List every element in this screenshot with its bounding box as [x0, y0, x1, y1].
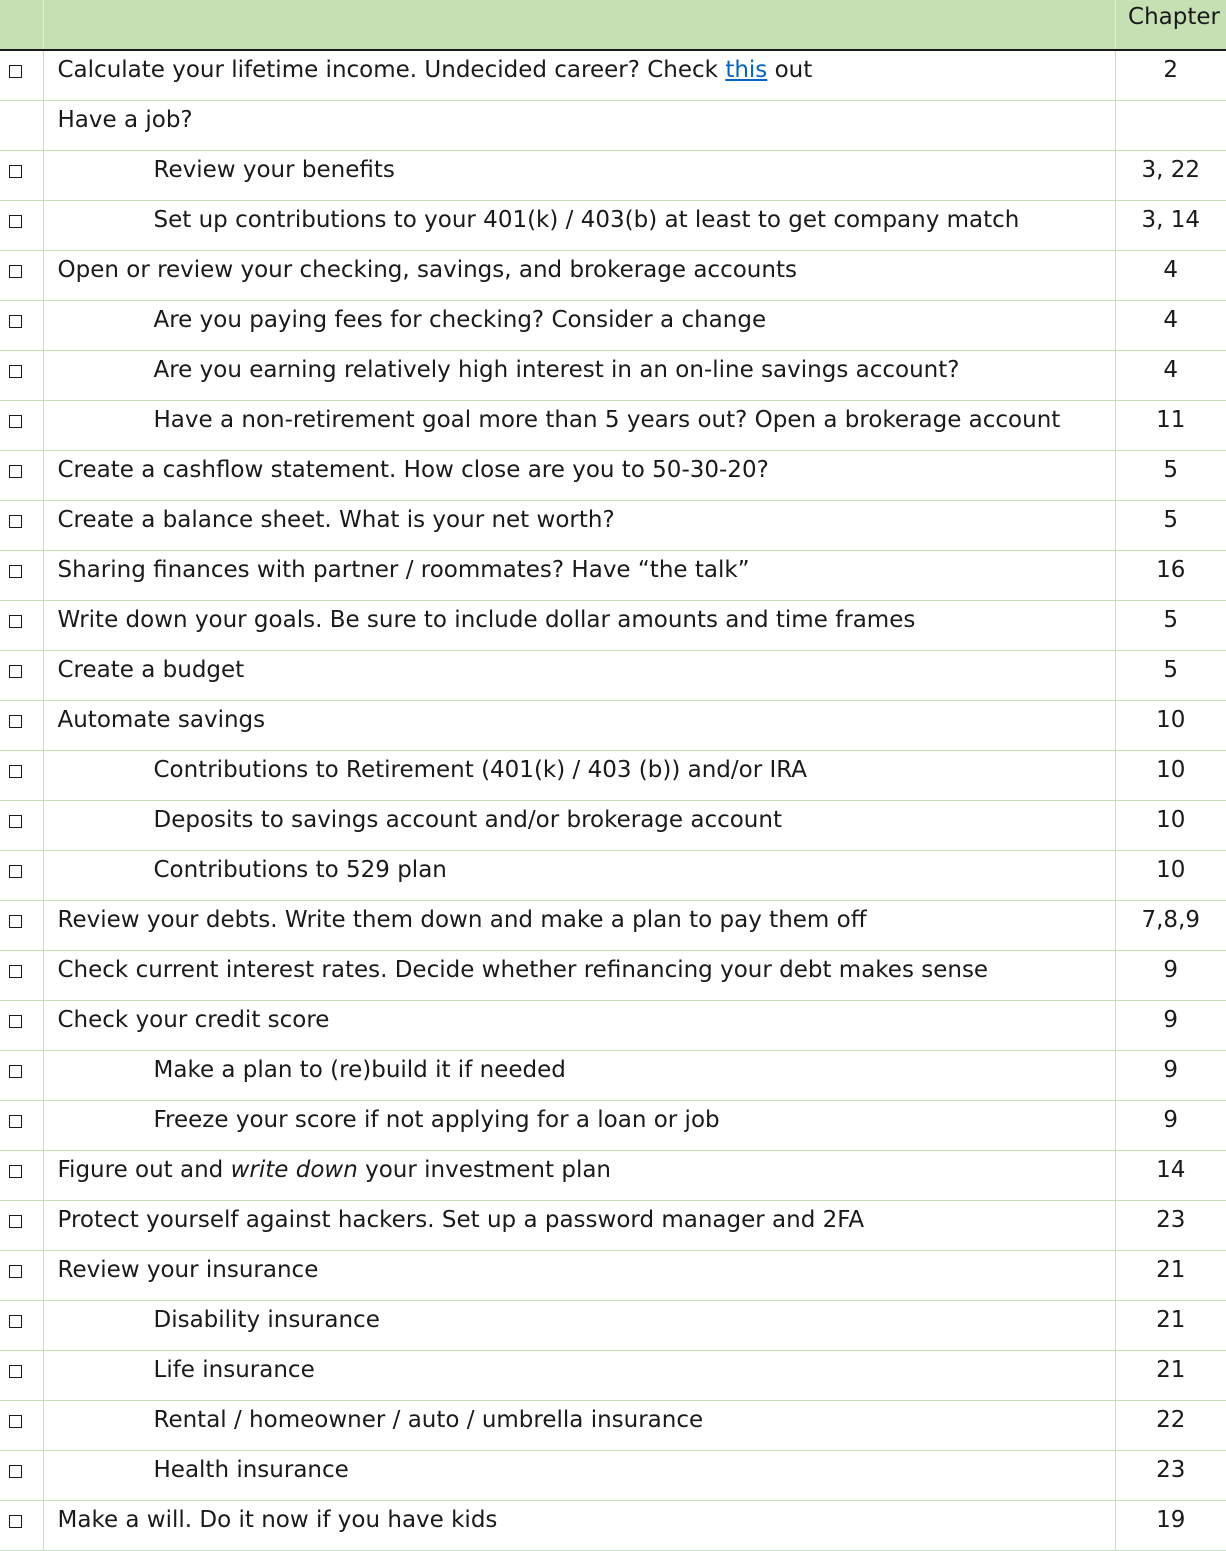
chapter-cell: 21: [1115, 1250, 1226, 1300]
checkbox[interactable]: [9, 915, 22, 928]
chapter-cell: 3, 22: [1115, 150, 1226, 200]
task-text: [43, 100, 1115, 150]
chapter-cell: 5: [1115, 650, 1226, 700]
task-label: Make a plan to (re)build it if needed: [153, 1056, 566, 1083]
task-label: Have a job?: [57, 106, 193, 133]
checkbox[interactable]: [9, 715, 22, 728]
chapter-cell: 16: [1115, 550, 1226, 600]
checkbox-cell: [0, 1150, 43, 1200]
table-row: [0, 50, 1226, 100]
checkbox[interactable]: [9, 815, 22, 828]
checkbox-cell: [0, 300, 43, 350]
table-row: [0, 800, 1226, 850]
checkbox-cell: [0, 1350, 43, 1400]
checkbox[interactable]: [9, 365, 22, 378]
task-text: [43, 500, 1115, 550]
table-row: [0, 300, 1226, 350]
checkbox-cell: [0, 400, 43, 450]
table-row: [0, 550, 1226, 600]
task-label: Are you paying fees for checking? Consider a change: [153, 306, 767, 333]
task-label-post: your investment plan: [357, 1156, 612, 1183]
chapter-cell: 9: [1115, 950, 1226, 1000]
checkbox[interactable]: [9, 515, 22, 528]
task-text: [43, 850, 1115, 900]
table-row: [0, 200, 1226, 250]
task-label: Contributions to 529 plan: [153, 856, 447, 883]
checkbox-cell: [0, 500, 43, 550]
chapter-cell: 5: [1115, 450, 1226, 500]
checkbox-cell: [0, 550, 43, 600]
checkbox[interactable]: [9, 1265, 22, 1278]
task-emphasis: write down: [230, 1156, 358, 1183]
task-label: Review your benefits: [153, 156, 395, 183]
checkbox-cell: [0, 1050, 43, 1100]
checkbox[interactable]: [9, 1465, 22, 1478]
task-text: [43, 600, 1115, 650]
task-label: Health insurance: [153, 1456, 349, 1483]
checkbox[interactable]: [9, 1165, 22, 1178]
checkbox-cell: [0, 700, 43, 750]
checkbox[interactable]: [9, 1065, 22, 1078]
task-label: Review your insurance: [57, 1256, 319, 1283]
table-row: [0, 100, 1226, 150]
checkbox-cell: [0, 1000, 43, 1050]
table-row: [0, 650, 1226, 700]
table-row: [0, 400, 1226, 450]
task-label: Protect yourself against hackers. Set up a password manager and 2FA: [57, 1206, 865, 1233]
checkbox-cell: [0, 600, 43, 650]
checkbox[interactable]: [9, 1515, 22, 1528]
table-row: [0, 1150, 1226, 1200]
task-text: [43, 900, 1115, 950]
checkbox[interactable]: [9, 765, 22, 778]
table-row: [0, 150, 1226, 200]
table-row: [0, 1350, 1226, 1400]
checkbox-cell: [0, 1500, 43, 1550]
chapter-cell: 14: [1115, 1150, 1226, 1200]
chapter-cell: 9: [1115, 1050, 1226, 1100]
career-link[interactable]: this: [725, 57, 768, 83]
task-label: Freeze your score if not applying for a loan or job: [153, 1106, 720, 1133]
header-chapter: Chapter: [1115, 0, 1226, 50]
task-text: [43, 1350, 1115, 1400]
task-text: [43, 350, 1115, 400]
task-text: [43, 1300, 1115, 1350]
task-label: Review your debts. Write them down and make a plan to pay them off: [57, 906, 867, 933]
checkbox[interactable]: [9, 265, 22, 278]
chapter-cell: 10: [1115, 700, 1226, 750]
task-label: Disability insurance: [153, 1306, 380, 1333]
task-label: Open or review your checking, savings, and brokerage accounts: [57, 256, 797, 283]
checkbox[interactable]: [9, 465, 22, 478]
task-label: Make a will. Do it now if you have kids: [57, 1506, 498, 1533]
task-label: Create a budget: [57, 656, 245, 683]
task-text: [43, 1450, 1115, 1500]
task-text: [43, 250, 1115, 300]
table-row: [0, 1100, 1226, 1150]
task-label: Create a cashflow statement. How close are you to 50-30-20?: [57, 456, 769, 483]
table-row: [0, 250, 1226, 300]
table-row: [0, 900, 1226, 950]
chapter-cell: 10: [1115, 800, 1226, 850]
task-text: [43, 700, 1115, 750]
checkbox-cell: [0, 250, 43, 300]
checkbox-cell: [0, 900, 43, 950]
checkbox[interactable]: [9, 665, 22, 678]
task-label: Life insurance: [153, 1356, 315, 1383]
task-label: Rental / homeowner / auto / umbrella insurance: [153, 1406, 704, 1433]
chapter-cell: 19: [1115, 1500, 1226, 1550]
table-header-row: [0, 0, 1226, 50]
task-text: [43, 1200, 1115, 1250]
checkbox-cell: [0, 1450, 43, 1500]
checkbox-cell: [0, 150, 43, 200]
checkbox-cell: [0, 800, 43, 850]
task-label: Have a non-retirement goal more than 5 years out? Open a brokerage account: [153, 406, 1061, 433]
task-label: Create a balance sheet. What is your net worth?: [57, 506, 615, 533]
task-text: [43, 1150, 1115, 1200]
checkbox-cell: [0, 50, 43, 100]
checkbox-cell: [0, 350, 43, 400]
table-row: [0, 1200, 1226, 1250]
checkbox[interactable]: [9, 1365, 22, 1378]
checkbox[interactable]: [9, 1315, 22, 1328]
chapter-cell: 11: [1115, 400, 1226, 450]
checkbox[interactable]: [9, 1415, 22, 1428]
chapter-cell: 21: [1115, 1300, 1226, 1350]
table-row: [0, 950, 1226, 1000]
table-row: [0, 500, 1226, 550]
checkbox-cell: [0, 1400, 43, 1450]
checkbox-cell: [0, 1300, 43, 1350]
chapter-cell: 4: [1115, 300, 1226, 350]
task-label: Sharing finances with partner / roommates? Have “the talk”: [57, 556, 750, 583]
task-label-pre: Calculate your lifetime income. Undecided career? Check: [57, 57, 726, 83]
checkbox[interactable]: [9, 315, 22, 328]
chapter-cell: 5: [1115, 600, 1226, 650]
header-task-cell: [43, 0, 1115, 50]
table-row: [0, 1050, 1226, 1100]
task-text: [43, 1250, 1115, 1300]
chapter-cell: 9: [1115, 1000, 1226, 1050]
task-label: Deposits to savings account and/or brokerage account: [153, 806, 782, 833]
checkbox[interactable]: [9, 65, 22, 78]
checkbox-cell: [0, 100, 43, 150]
table-row: [0, 700, 1226, 750]
task-text: [43, 200, 1115, 250]
table-row: [0, 1250, 1226, 1300]
chapter-cell: 4: [1115, 250, 1226, 300]
chapter-cell: 23: [1115, 1200, 1226, 1250]
checkbox-cell: [0, 450, 43, 500]
task-label-post: out: [767, 57, 813, 83]
checkbox-cell: [0, 1250, 43, 1300]
task-text: [43, 300, 1115, 350]
chapter-cell: 7,8,9: [1115, 900, 1226, 950]
table-row: [0, 1300, 1226, 1350]
task-label: Automate savings: [57, 706, 266, 733]
table-row: [0, 600, 1226, 650]
checkbox[interactable]: [9, 415, 22, 428]
chapter-cell: 5: [1115, 500, 1226, 550]
task-label: Set up contributions to your 401(k) / 403(b) at least to get company match: [153, 206, 1020, 233]
table-row: [0, 850, 1226, 900]
checkbox-cell: [0, 950, 43, 1000]
task-text: [43, 450, 1115, 500]
task-text: [43, 400, 1115, 450]
task-label: Are you earning relatively high interest in an on-line savings account?: [153, 356, 960, 383]
chapter-cell: 21: [1115, 1350, 1226, 1400]
task-text: [43, 750, 1115, 800]
checkbox[interactable]: [9, 215, 22, 228]
task-text: [43, 150, 1115, 200]
checkbox[interactable]: [9, 165, 22, 178]
checkbox[interactable]: [9, 865, 22, 878]
task-label-pre: Figure out and: [57, 1156, 231, 1183]
task-label: Check your credit score: [57, 1006, 330, 1033]
task-text: [43, 50, 1115, 100]
task-text: [43, 1000, 1115, 1050]
task-label: Contributions to Retirement (401(k) / 403 (b)) and/or IRA: [153, 756, 808, 783]
chapter-cell: 4: [1115, 350, 1226, 400]
task-label: Write down your goals. Be sure to include dollar amounts and time frames: [57, 606, 916, 633]
checkbox[interactable]: [9, 1215, 22, 1228]
task-text: [43, 1400, 1115, 1450]
checkbox[interactable]: [9, 1115, 22, 1128]
chapter-cell: [1115, 100, 1226, 150]
header-checkbox-cell: [0, 0, 43, 50]
table-row: [0, 450, 1226, 500]
task-text: [43, 550, 1115, 600]
task-label: Check current interest rates. Decide whether refinancing your debt makes sense: [57, 956, 989, 983]
table-row: [0, 1400, 1226, 1450]
checkbox[interactable]: [9, 615, 22, 628]
chapter-cell: 10: [1115, 850, 1226, 900]
table-row: [0, 750, 1226, 800]
table-row: [0, 1000, 1226, 1050]
checkbox-cell: [0, 750, 43, 800]
checkbox[interactable]: [9, 965, 22, 978]
chapter-cell: 23: [1115, 1450, 1226, 1500]
chapter-cell: 10: [1115, 750, 1226, 800]
checkbox-cell: [0, 850, 43, 900]
table-row: [0, 1500, 1226, 1550]
task-text: [43, 1100, 1115, 1150]
checkbox[interactable]: [9, 565, 22, 578]
chapter-cell: 2: [1115, 50, 1226, 100]
task-text: [43, 650, 1115, 700]
checkbox-cell: [0, 1200, 43, 1250]
chapter-cell: 22: [1115, 1400, 1226, 1450]
task-text: [43, 950, 1115, 1000]
checkbox[interactable]: [9, 1015, 22, 1028]
task-text: [43, 800, 1115, 850]
checkbox-cell: [0, 650, 43, 700]
chapter-cell: 9: [1115, 1100, 1226, 1150]
checkbox-cell: [0, 1100, 43, 1150]
table-row: [0, 1450, 1226, 1500]
table-row: [0, 350, 1226, 400]
task-text: [43, 1050, 1115, 1100]
chapter-cell: 3, 14: [1115, 200, 1226, 250]
checkbox-cell: [0, 200, 43, 250]
task-text: [43, 1500, 1115, 1550]
